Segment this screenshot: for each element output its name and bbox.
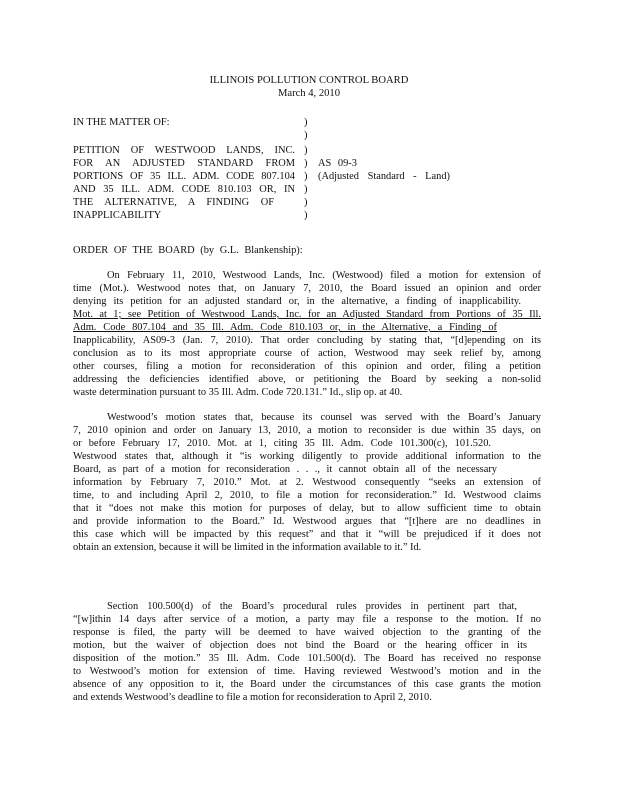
paragraph-line: 7, 2010 opinion and order on January 13, 2010, a motion to reconsider is due within 35 days, on [73, 425, 541, 436]
paragraph-line: and provide information to the Board.” Id. Westwood argues that “[t]here are no deadlines in [73, 516, 541, 527]
paragraph-line: waste determination pursuant to 35 Ill. Adm. Code 720.131.” Id., slip op. at 40. [73, 387, 403, 398]
paragraph-line: this case which will be impacted by this request” and that it “will be prejudiced if it does not [73, 529, 541, 540]
paragraph-line: Inapplicability, AS09-3 (Jan. 7, 2010). That order concluding by stating that, “[d]epending on its [73, 335, 541, 346]
paragraph-line: Section 100.500(d) of the Board’s procedural rules provides in pertinent part that, [107, 601, 517, 612]
paragraph-line: conclusion as to its most appropriate course of action, Westwood may seek relief by, among [73, 348, 541, 359]
caption-bracket: ) [304, 184, 308, 195]
paragraph-line: time (Mot.). Westwood notes that, on January 7, 2010, the Board issued an opinion and order [73, 283, 541, 294]
caption-line-5: THE ALTERNATIVE, A FINDING OF [73, 197, 274, 208]
paragraph-line: response is filed, the party will be deemed to have waived objection to the granting of the [73, 627, 541, 638]
caption-bracket: ) [304, 130, 308, 141]
case-type: (Adjusted Standard - Land) [318, 171, 450, 182]
paragraph-line: absence of any opposition to it, the Board under the circumstances of this case grants the motion [73, 679, 541, 690]
caption-bracket: ) [304, 158, 308, 169]
caption-line-6: INAPPLICABILITY [73, 210, 162, 221]
paragraph-line: other courses, filing a motion for reconsideration of this opinion and order, filing a petition [73, 361, 541, 372]
paragraph-line: disposition of the motion.” 35 Ill. Adm. Code 101.500(d). The Board has received no response [73, 653, 541, 664]
paragraph-line: motion, but the waiver of objection does not bind the Board or the hearing officer in its [73, 640, 527, 651]
caption-matter: IN THE MATTER OF: [73, 117, 170, 128]
paragraph-line: Westwood’s motion states that, because its counsel was served with the Board’s January [107, 412, 541, 423]
citation-line: Adm. Code 807.104 and 35 Ill. Adm. Code 810.103 or, in the Alternative, a Finding of [73, 322, 497, 333]
paragraph-line: On February 11, 2010, Westwood Lands, Inc. (Westwood) filed a motion for extension of [107, 270, 541, 281]
paragraph-line: that it “does not make this motion for purposes of delay, but to allow sufficient time to obtain [73, 503, 541, 514]
case-number: AS 09-3 [318, 158, 357, 169]
caption-bracket: ) [304, 117, 308, 128]
paragraph-line: to Westwood’s motion for extension of time. Having reviewed Westwood’s motion and in the [73, 666, 541, 677]
caption-line-1: PETITION OF WESTWOOD LANDS, INC. [73, 145, 295, 156]
paragraph-line: addressing the deficiencies identified above, or petitioning the Board by seeking a non-solid [73, 374, 541, 385]
paragraph-line: obtain an extension, because it will be limited in the information available to it.” Id. [73, 542, 422, 553]
paragraph-line: time, to and including April 2, 2010, to file a motion for reconsideration.” Id. Westwood claims [73, 490, 541, 501]
paragraph-line: or before February 17, 2010. Mot. at 1, citing 35 Ill. Adm. Code 101.300(c), 101.520. [73, 438, 491, 449]
board-name: ILLINOIS POLLUTION CONTROL BOARD [209, 75, 409, 86]
citation-line: Mot. at 1; see Petition of Westwood Lands, Inc. for an Adjusted Standard from Portions of 35 Ill. [73, 309, 541, 320]
caption-line-3: PORTIONS OF 35 ILL. ADM. CODE 807.104 [73, 171, 295, 182]
order-date: March 4, 2010 [277, 88, 341, 99]
paragraph-line: information by February 7, 2010.” Mot. at 2. Westwood consequently “seeks an extension of [73, 477, 541, 488]
paragraph-line: Westwood states that, although it “is working diligently to provide additional information to the [73, 451, 541, 462]
paragraph-line: Board, as part of a motion for reconsideration . . ., it cannot obtain all of the necessary [73, 464, 497, 475]
order-heading: ORDER OF THE BOARD (by G.L. Blankenship): [73, 245, 303, 256]
caption-bracket: ) [304, 210, 308, 221]
caption-line-2: FOR AN ADJUSTED STANDARD FROM [73, 158, 295, 169]
paragraph-line: and extends Westwood’s deadline to file a motion for reconsideration to April 2, 2010. [73, 692, 432, 703]
caption-bracket: ) [304, 197, 308, 208]
paragraph-line: “[w]ithin 14 days after service of a motion, a party may file a response to the motion. If no [73, 614, 541, 625]
caption-bracket: ) [304, 145, 308, 156]
caption-line-4: AND 35 ILL. ADM. CODE 810.103 OR, IN [73, 184, 295, 195]
paragraph-line: denying its petition for an adjusted standard or, in the alternative, a finding of inapplicability. [73, 296, 521, 307]
caption-bracket: ) [304, 171, 308, 182]
